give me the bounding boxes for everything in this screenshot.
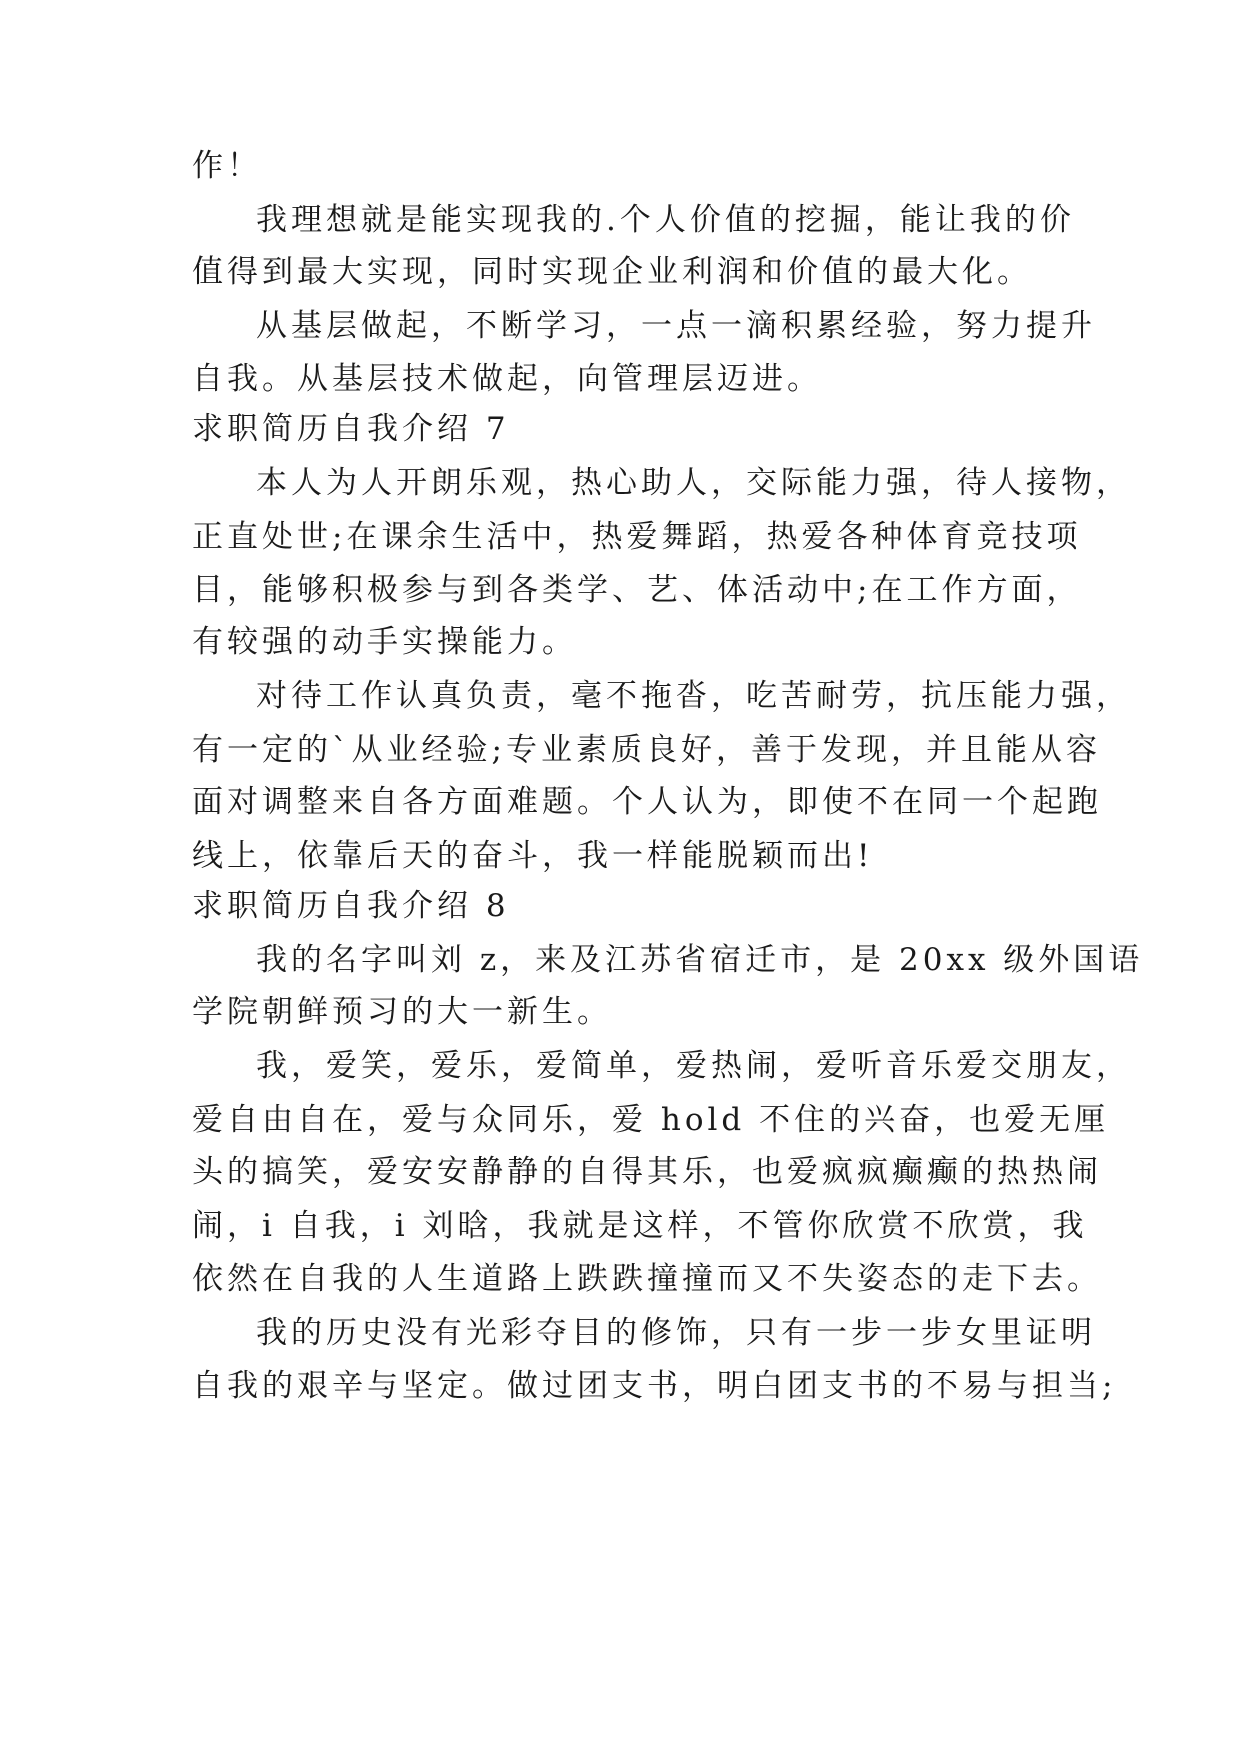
section-heading: 求职简历自我介绍 7 xyxy=(192,411,510,447)
text-line: 对待工作认真负责，毫不拖沓，吃苦耐劳，抗压能力强， xyxy=(256,678,1131,714)
text-line: 我，爱笑，爱乐，爱简单，爱热闹，爱听音乐爱交朋友， xyxy=(256,1048,1131,1084)
text-line: 作！ xyxy=(192,148,262,184)
section-heading: 求职简历自我介绍 8 xyxy=(192,888,510,924)
text-line: 依然在自我的人生道路上跌跌撞撞而又不失姿态的走下去。 xyxy=(192,1261,1102,1297)
text-line: 线上，依靠后天的奋斗，我一样能脱颖而出! xyxy=(192,838,874,874)
text-line: 闹，i 自我，i 刘晗，我就是这样，不管你欣赏不欣赏，我 xyxy=(192,1208,1088,1244)
text-line: 目，能够积极参与到各类学、艺、体活动中;在工作方面， xyxy=(192,572,1082,608)
text-line: 头的搞笑，爱安安静静的自得其乐，也爱疯疯癫癫的热热闹 xyxy=(192,1154,1102,1190)
text-line: 有一定的`从业经验;专业素质良好，善于发现，并且能从容 xyxy=(192,732,1101,768)
text-line: 我的历史没有光彩夺目的修饰，只有一步一步女里证明 xyxy=(256,1315,1096,1351)
text-line: 自我。从基层技术做起，向管理层迈进。 xyxy=(192,361,822,397)
text-line: 面对调整来自各方面难题。个人认为，即使不在同一个起跑 xyxy=(192,784,1102,820)
text-line: 有较强的动手实操能力。 xyxy=(192,624,577,660)
text-line: 爱自由自在，爱与众同乐，爱 hold 不住的兴奋，也爱无厘 xyxy=(192,1102,1110,1138)
text-line: 从基层做起，不断学习，一点一滴积累经验，努力提升 xyxy=(256,308,1096,344)
text-line: 我的名字叫刘 z，来及江苏省宿迁市，是 20xx 级外国语 xyxy=(256,942,1144,978)
text-line: 自我的艰辛与坚定。做过团支书，明白团支书的不易与担当; xyxy=(192,1368,1117,1404)
text-line: 正直处世;在课余生活中，热爱舞蹈，热爱各种体育竞技项 xyxy=(192,519,1082,555)
text-line: 我理想就是能实现我的.个人价值的挖掘，能让我的价 xyxy=(256,202,1075,238)
text-line: 学院朝鲜预习的大一新生。 xyxy=(192,994,612,1030)
text-line: 值得到最大实现，同时实现企业利润和价值的最大化。 xyxy=(192,254,1032,290)
text-line: 本人为人开朗乐观，热心助人，交际能力强，待人接物， xyxy=(256,465,1131,501)
